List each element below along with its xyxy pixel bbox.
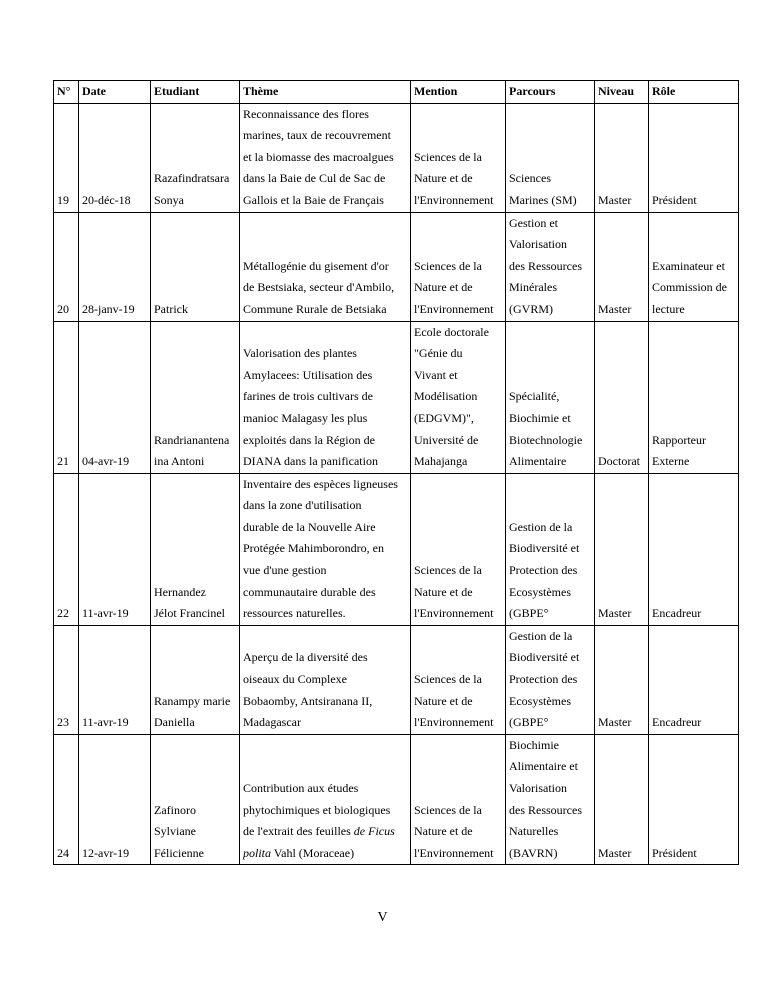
row-number: 20 — [54, 212, 79, 321]
header-mention: Mention — [411, 81, 506, 104]
row-date: 12-avr-19 — [79, 734, 151, 865]
row-number: 24 — [54, 734, 79, 865]
row-parcours: Gestion et Valorisation des Ressources Minérales (GVRM) — [506, 212, 595, 321]
row-theme: Métallogénie du gisement d'or de Bestsiaka, secteur d'Ambilo, Commune Rurale de Betsiaka — [240, 212, 411, 321]
row-theme: Reconnaissance des flores marines, taux de recouvrement et la biomasse des macroalgues dans la Baie de Cul de Sac de Gallois et la Baie de Français — [240, 103, 411, 212]
theme-text: Contribution aux études phytochimiques et biologiques de l'extrait des feuilles — [243, 781, 391, 839]
thesis-table — [53, 80, 739, 865]
header-theme: Thème — [240, 81, 411, 104]
table-row — [54, 734, 739, 865]
header-num: N° — [54, 81, 79, 104]
header-role: Rôle — [649, 81, 739, 104]
row-theme: Aperçu de la diversité des oiseaux du Complexe Bobaomby, Antsiranana II, Madagascar — [240, 625, 411, 734]
table-row — [54, 625, 739, 734]
row-mention: Sciences de la Nature et de l'Environnement — [411, 625, 506, 734]
row-role: Président — [649, 103, 739, 212]
row-role: Président — [649, 734, 739, 865]
row-date: 11-avr-19 — [79, 625, 151, 734]
row-role: Rapporteur Externe — [649, 321, 739, 473]
row-number: 23 — [54, 625, 79, 734]
row-niveau: Master — [595, 212, 649, 321]
row-student: Hernandez Jélot Francinel — [151, 473, 240, 625]
row-theme: Valorisation des plantes Amylacees: Utilisation des farines de trois cultivars de manioc Malagasy les plus exploités dans la Région de DIANA dans la panification — [240, 321, 411, 473]
row-niveau: Master — [595, 625, 649, 734]
row-number: 22 — [54, 473, 79, 625]
row-date: 28-janv-19 — [79, 212, 151, 321]
row-role: Encadreur — [649, 473, 739, 625]
row-theme — [240, 734, 411, 865]
row-student: Razafindratsara Sonya — [151, 103, 240, 212]
row-student: Patrick — [151, 212, 240, 321]
row-date: 04-avr-19 — [79, 321, 151, 473]
row-parcours: Sciences Marines (SM) — [506, 103, 595, 212]
row-student: Randrianantena ina Antoni — [151, 321, 240, 473]
table-row — [54, 473, 739, 625]
row-niveau: Master — [595, 734, 649, 865]
row-mention: Sciences de la Nature et de l'Environnement — [411, 734, 506, 865]
table-row — [54, 103, 739, 212]
row-mention: Ecole doctorale "Génie du Vivant et Modélisation (EDGVM)", Université de Mahajanga — [411, 321, 506, 473]
table-header-row — [54, 81, 739, 104]
row-date: 20-déc-18 — [79, 103, 151, 212]
header-student: Etudiant — [151, 81, 240, 104]
row-niveau: Master — [595, 473, 649, 625]
table-row — [54, 212, 739, 321]
row-parcours: Gestion de la Biodiversité et Protection des Ecosystèmes (GBPE° — [506, 625, 595, 734]
row-role: Encadreur — [649, 625, 739, 734]
row-student: Ranampy marie Daniella — [151, 625, 240, 734]
row-student: Zafinoro Sylviane Félicienne — [151, 734, 240, 865]
header-niveau: Niveau — [595, 81, 649, 104]
row-role: Examinateur et Commission de lecture — [649, 212, 739, 321]
row-theme: Inventaire des espèces ligneuses dans la zone d'utilisation durable de la Nouvelle Aire Protégée Mahimborondro, en vue d'une gestion communautaire durable des ressources naturelles. — [240, 473, 411, 625]
row-date: 11-avr-19 — [79, 473, 151, 625]
row-mention: Sciences de la Nature et de l'Environnement — [411, 103, 506, 212]
row-niveau: Master — [595, 103, 649, 212]
page-number: V — [377, 910, 388, 925]
header-date: Date — [79, 81, 151, 104]
row-parcours: Biochimie Alimentaire et Valorisation des Ressources Naturelles (BAVRN) — [506, 734, 595, 865]
row-mention: Sciences de la Nature et de l'Environnement — [411, 212, 506, 321]
theme-text-end: Vahl (Moraceae) — [271, 845, 355, 860]
row-niveau: Doctorat — [595, 321, 649, 473]
row-number: 19 — [54, 103, 79, 212]
row-parcours: Gestion de la Biodiversité et Protection des Ecosystèmes (GBPE° — [506, 473, 595, 625]
row-number: 21 — [54, 321, 79, 473]
table-row — [54, 321, 739, 473]
row-parcours: Spécialité, Biochimie et Biotechnologie Alimentaire — [506, 321, 595, 473]
row-mention: Sciences de la Nature et de l'Environnement — [411, 473, 506, 625]
species-name: de Ficus polita — [243, 824, 395, 860]
header-parcours: Parcours — [506, 81, 595, 104]
